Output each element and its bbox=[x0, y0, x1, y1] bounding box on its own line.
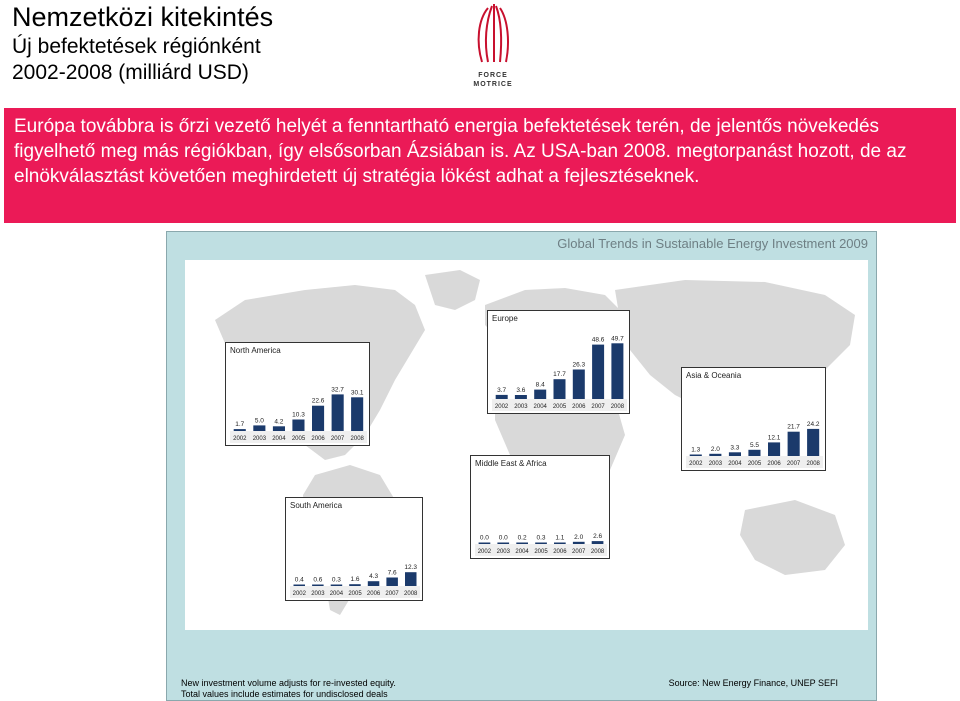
data-label: 3.6 bbox=[516, 387, 526, 394]
tick-label: 2002 bbox=[689, 461, 703, 467]
tick-label: 2005 bbox=[291, 436, 306, 442]
tick-label: 2004 bbox=[728, 461, 742, 467]
data-label: 0.0 bbox=[479, 534, 489, 542]
data-label: 21.7 bbox=[787, 423, 800, 431]
bar-2005 bbox=[349, 584, 361, 586]
region-south-america bbox=[285, 497, 423, 601]
data-label: 1.3 bbox=[691, 446, 701, 454]
page-title: Nemzetközi kitekintés bbox=[12, 2, 274, 32]
tick-label: 2002 bbox=[292, 591, 306, 597]
tick-label: 2007 bbox=[591, 404, 605, 410]
data-label: 0.3 bbox=[331, 576, 341, 584]
bar-2007 bbox=[386, 578, 398, 587]
page-subtitle: Új befektetések régiónként bbox=[12, 35, 261, 58]
bar-2008 bbox=[351, 397, 363, 431]
data-label: 32.7 bbox=[331, 386, 344, 394]
region-north-america bbox=[225, 342, 370, 446]
data-label: 49.7 bbox=[611, 335, 624, 343]
force-motrice-logo bbox=[462, 2, 524, 90]
bar-2004 bbox=[273, 426, 285, 431]
bar-2005 bbox=[748, 450, 760, 456]
world-map bbox=[185, 260, 868, 630]
bar-2007 bbox=[592, 345, 604, 399]
data-label: 1.7 bbox=[235, 421, 245, 429]
data-label: 4.2 bbox=[274, 418, 284, 426]
logo-text-force: FORCE bbox=[478, 72, 508, 79]
bar-2008 bbox=[611, 343, 623, 399]
bar-2002 bbox=[690, 455, 702, 457]
logo-text-motrice: MOTRICE bbox=[473, 81, 513, 88]
data-label: 1.6 bbox=[350, 576, 360, 584]
tick-label: 2003 bbox=[708, 461, 723, 467]
bar-2003 bbox=[709, 454, 721, 456]
data-label: 3.3 bbox=[730, 444, 740, 452]
region-title: Asia & Oceania bbox=[686, 371, 742, 380]
bar-2006 bbox=[368, 581, 380, 586]
chart-asia-oceania bbox=[682, 368, 827, 472]
bar-2002 bbox=[496, 395, 508, 399]
tick-label: 2007 bbox=[385, 591, 399, 597]
tick-label: 2006 bbox=[767, 461, 781, 467]
tick-label: 2005 bbox=[747, 461, 762, 467]
bar-2002 bbox=[479, 543, 491, 545]
tick-label: 2003 bbox=[252, 436, 267, 442]
bar-2002 bbox=[294, 585, 306, 587]
bar-2005 bbox=[535, 543, 547, 545]
bar-2004 bbox=[516, 543, 528, 545]
tick-label: 2003 bbox=[514, 404, 528, 410]
data-label: 22.6 bbox=[311, 397, 325, 405]
data-label: 7.6 bbox=[387, 569, 397, 577]
tick-label: 2007 bbox=[330, 436, 345, 442]
tick-label: 2003 bbox=[496, 549, 510, 555]
data-label: 0.3 bbox=[536, 534, 546, 542]
chart-middle-east-africa bbox=[471, 456, 611, 560]
data-label: 0.0 bbox=[498, 534, 508, 542]
data-label: 10.3 bbox=[292, 411, 305, 419]
panel-title: Global Trends in Sustainable Energy Investment 2009 bbox=[557, 236, 868, 251]
tick-label: 2006 bbox=[366, 591, 381, 597]
region-title: North America bbox=[230, 346, 281, 355]
tick-label: 2008 bbox=[806, 461, 820, 467]
region-middle-east-africa bbox=[470, 455, 610, 559]
bar-2003 bbox=[497, 543, 509, 545]
bar-2005 bbox=[292, 420, 304, 432]
tick-label: 2005 bbox=[534, 549, 548, 555]
tick-label: 2008 bbox=[590, 549, 605, 555]
data-label: 17.7 bbox=[553, 371, 566, 379]
region-asia-oceania bbox=[681, 367, 826, 471]
source-note: Source: New Energy Finance, UNEP SEFI bbox=[668, 678, 838, 688]
tick-label: 2003 bbox=[311, 591, 325, 597]
tick-label: 2004 bbox=[272, 436, 286, 442]
data-label: 2.0 bbox=[574, 533, 584, 541]
data-label: 0.4 bbox=[294, 576, 304, 584]
bar-2006 bbox=[554, 543, 566, 545]
summary-banner bbox=[4, 108, 956, 223]
bar-2006 bbox=[768, 442, 780, 456]
tick-label: 2004 bbox=[515, 549, 529, 555]
bar-2004 bbox=[331, 585, 343, 587]
tick-label: 2002 bbox=[477, 549, 492, 555]
chart-europe bbox=[488, 311, 631, 415]
data-label: 24.2 bbox=[806, 420, 820, 428]
bar-2007 bbox=[332, 394, 344, 431]
data-label: 1.1 bbox=[555, 534, 565, 542]
data-label: 48.6 bbox=[591, 336, 605, 344]
region-title: Middle East & Africa bbox=[475, 459, 547, 468]
tick-label: 2004 bbox=[329, 591, 344, 597]
bar-2006 bbox=[573, 370, 585, 400]
footnote-reinvested: New investment volume adjusts for re-invested equity. bbox=[181, 678, 396, 688]
bar-2007 bbox=[788, 432, 800, 456]
data-label: 12.1 bbox=[767, 434, 781, 442]
bar-2002 bbox=[234, 429, 246, 431]
tick-label: 2002 bbox=[494, 404, 509, 410]
chart-panel bbox=[166, 231, 877, 701]
data-label: 26.3 bbox=[572, 361, 586, 369]
chart-north-america bbox=[226, 343, 371, 447]
bar-2004 bbox=[534, 390, 546, 399]
data-label: 0.2 bbox=[517, 534, 527, 542]
tick-label: 2007 bbox=[572, 549, 586, 555]
tick-label: 2005 bbox=[348, 591, 362, 597]
page-subtitle-years: 2002-2008 (milliárd USD) bbox=[12, 61, 249, 84]
data-label: 5.5 bbox=[749, 441, 760, 449]
tick-label: 2006 bbox=[572, 404, 586, 410]
tick-label: 2004 bbox=[533, 404, 547, 410]
tick-label: 2006 bbox=[553, 549, 567, 555]
data-label: 30.1 bbox=[350, 389, 364, 397]
region-title: South America bbox=[290, 501, 343, 510]
data-label: 4.3 bbox=[369, 573, 379, 581]
bar-2007 bbox=[573, 542, 585, 544]
bar-2008 bbox=[592, 541, 604, 544]
bar-2005 bbox=[554, 379, 566, 399]
summary-text: Európa továbbra is őrzi vezető helyét a fenntartható energia befektetések terén, de jelentős növekedés figyelhető meg más régiókban, így elsősorban Ázsiában is. Az USA-ban 2008. megtorpanást hozott, de az elnökválasztást követően meghirdetett új stratégia lökést adhat a fejlesztéseknek. bbox=[14, 116, 907, 187]
data-label: 2.0 bbox=[710, 445, 720, 453]
bar-2003 bbox=[253, 425, 265, 431]
bar-2004 bbox=[729, 452, 741, 456]
tick-label: 2007 bbox=[786, 461, 801, 467]
bar-2008 bbox=[807, 429, 819, 456]
region-europe bbox=[487, 310, 630, 414]
data-label: 0.6 bbox=[313, 576, 323, 584]
region-title: Europe bbox=[492, 314, 518, 323]
tick-label: 2005 bbox=[552, 404, 567, 410]
tick-label: 2008 bbox=[404, 591, 418, 597]
data-label: 5.0 bbox=[254, 417, 264, 425]
tick-label: 2002 bbox=[233, 436, 247, 442]
data-label: 8.4 bbox=[535, 381, 545, 389]
bar-2003 bbox=[515, 395, 527, 399]
bar-2003 bbox=[312, 585, 324, 587]
bar-2008 bbox=[405, 572, 417, 586]
data-label: 2.6 bbox=[593, 533, 603, 541]
chart-south-america bbox=[286, 498, 424, 602]
tick-label: 2008 bbox=[350, 436, 364, 442]
data-label: 12.3 bbox=[404, 564, 418, 572]
data-label: 3.7 bbox=[497, 386, 507, 394]
tick-label: 2008 bbox=[610, 404, 625, 410]
footnote-undisclosed: Total values include estimates for undisclosed deals bbox=[181, 689, 388, 699]
tick-label: 2006 bbox=[311, 436, 325, 442]
bar-2006 bbox=[312, 406, 324, 431]
